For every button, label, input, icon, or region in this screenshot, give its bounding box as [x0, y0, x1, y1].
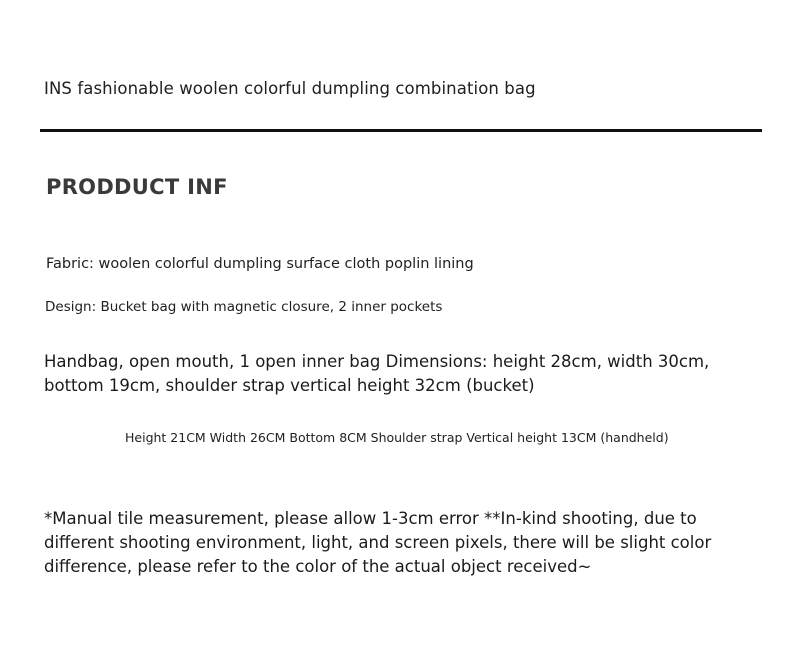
product-title: INS fashionable woolen colorful dumpling combination bag	[44, 79, 536, 98]
fabric-line: Fabric: woolen colorful dumpling surface cloth poplin lining	[46, 256, 474, 272]
title-divider	[40, 129, 762, 132]
section-heading-product-info: PRODDUCT INF	[46, 175, 228, 199]
measurement-note: *Manual tile measurement, please allow 1-3cm error **In-kind shooting, due to different shooting environment, light, and screen pixels, there will be slight color difference, please refer to the color of the actual object received~	[44, 509, 712, 576]
design-line: Design: Bucket bag with magnetic closure, 2 inner pockets	[45, 299, 443, 315]
dimensions-handheld-line: Height 21CM Width 26CM Bottom 8CM Shoulder strap Vertical height 13CM (handheld)	[125, 430, 669, 445]
dimensions-bucket-line: Handbag, open mouth, 1 open inner bag Dimensions: height 28cm, width 30cm, bottom 19cm, shoulder strap vertical height 32cm (bucket)	[44, 352, 710, 395]
